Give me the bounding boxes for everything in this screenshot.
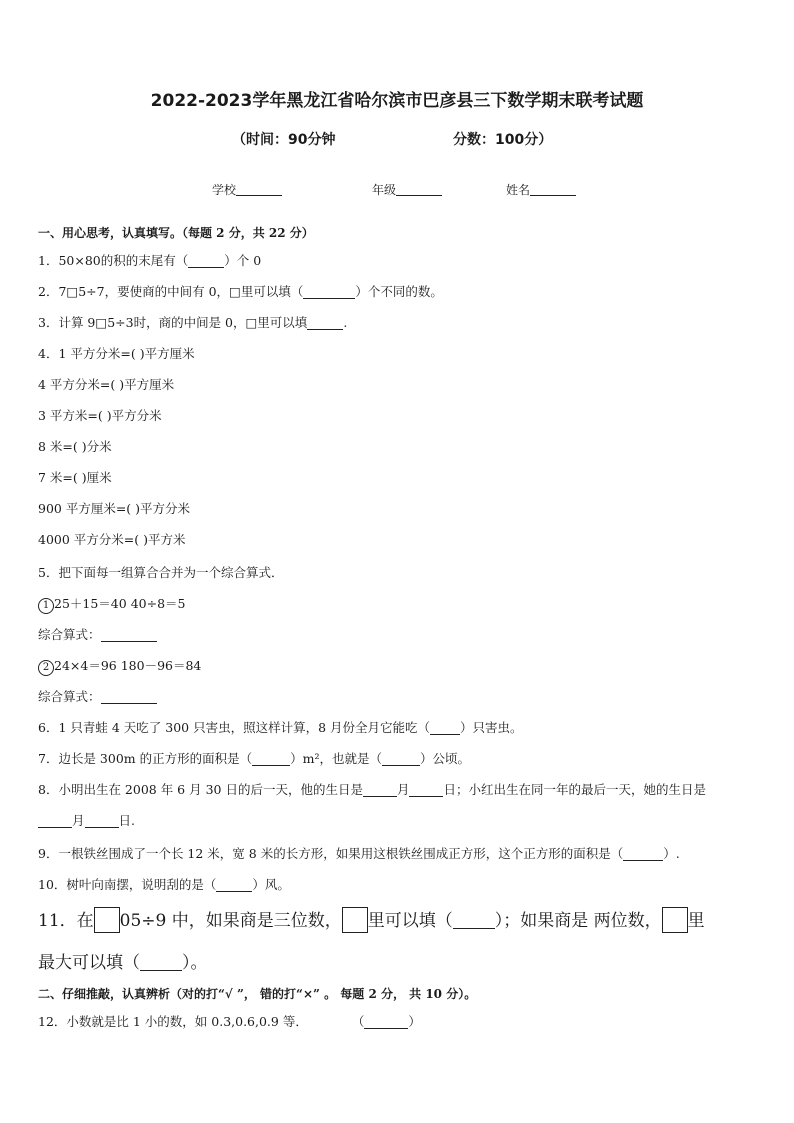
name-blank[interactable] — [530, 183, 576, 196]
answer-blank[interactable] — [101, 690, 157, 704]
digit-box[interactable] — [94, 907, 120, 933]
section-2-heading: 二、仔细推敲，认真辨析（对的打“√ ”， 错的打“×” 。 每题 2 分， 共 10 分）。 — [38, 987, 477, 1001]
answer-blank[interactable] — [303, 285, 355, 299]
page-title: 2022-2023学年黑龙江省哈尔滨市巴彦县三下数学期末联考试题 — [150, 91, 644, 111]
name-field[interactable]: 姓名 — [506, 181, 576, 198]
question-5-answer-1: 综合算式： — [38, 625, 157, 643]
question-11-cont: 最大可以填（ ）。 — [38, 953, 208, 973]
question-12: 12．小数就是比 1 小的数，如 0.3,0.6,0.9 等． （ ） — [38, 1014, 421, 1029]
question-5-group-2: 2 24×4＝96 180－96＝84 — [38, 656, 201, 676]
exam-time: （时间：90分钟 — [232, 132, 336, 148]
answer-blank[interactable] — [307, 316, 343, 330]
question-4-line-3: 3 平方米=( )平方分米 — [38, 408, 162, 423]
answer-blank[interactable] — [38, 814, 72, 828]
question-10: 10．树叶向南摆，说明刮的是（ ）风。 — [38, 877, 290, 892]
question-3: 3．计算 9□5÷3时，商的中间是 0，□里可以填 . — [38, 315, 348, 330]
answer-blank[interactable] — [216, 878, 252, 892]
answer-blank[interactable] — [623, 847, 663, 861]
question-9: 9．一根铁丝围成了一个长 12 米，宽 8 米的长方形，如果用这根铁丝围成正方形，这个正方形的面积是（ ）. — [38, 846, 680, 861]
grade-blank[interactable] — [396, 183, 442, 196]
question-5-title: 5．把下面每一组算合合并为一个综合算式． — [38, 565, 284, 580]
question-4-line-6: 900 平方厘米=( )平方分米 — [38, 501, 191, 516]
question-4-line-2: 4 平方分米=( )平方厘米 — [38, 377, 175, 392]
question-2: 2．7□5÷7，要使商的中间有 0，□里可以填（ ）个不同的数。 — [38, 284, 443, 299]
circled-number: 1 — [38, 598, 54, 614]
school-blank[interactable] — [236, 183, 282, 196]
question-6: 6．1 只青蛙 4 天吃了 300 只害虫，照这样计算，8 月份全月它能吃（ ）只害虫。 — [38, 720, 523, 735]
question-11: 11．在 05÷9 中，如果商是三位数， 里可以填（ ）；如果商是 两位数， 里 — [38, 906, 705, 933]
circled-number: 2 — [38, 660, 54, 676]
answer-blank[interactable] — [409, 783, 443, 797]
question-4-line-7: 4000 平方分米=( )平方米 — [38, 532, 186, 547]
answer-blank[interactable] — [363, 783, 397, 797]
answer-blank[interactable] — [382, 752, 420, 766]
digit-box[interactable] — [342, 907, 368, 933]
question-5-group-1: 1 25＋15＝40 40÷8＝5 — [38, 594, 185, 614]
answer-blank[interactable] — [252, 752, 290, 766]
answer-blank[interactable] — [85, 814, 119, 828]
question-7: 7．边长是 300m 的正方形的面积是（ ）m²，也就是（ ）公顷。 — [38, 751, 471, 766]
answer-blank[interactable] — [364, 1015, 408, 1029]
question-4-line-4: 8 米=( )分米 — [38, 439, 112, 454]
exam-score: 分数：100分） — [453, 132, 553, 148]
answer-blank[interactable] — [101, 628, 157, 642]
answer-blank[interactable] — [140, 957, 182, 971]
question-5-answer-2: 综合算式： — [38, 687, 157, 705]
answer-blank[interactable] — [430, 721, 460, 735]
question-8: 8．小明出生在 2008 年 6 月 30 日的后一天，他的生日是 月 日；小红出生在同一年的最后一天，她的生日是 — [38, 782, 706, 797]
section-1-heading: 一、用心思考，认真填写。（每题 2 分，共 22 分） — [38, 226, 314, 240]
question-8-cont: 月 日. — [38, 811, 135, 829]
grade-field[interactable]: 年级 — [372, 181, 442, 198]
question-4-line-5: 7 米=( )厘米 — [38, 470, 112, 485]
question-4-line-1: 4．1 平方分米=( )平方厘米 — [38, 346, 195, 361]
answer-blank[interactable] — [453, 915, 495, 929]
answer-blank[interactable] — [188, 254, 224, 268]
school-field[interactable]: 学校 — [212, 181, 282, 198]
digit-box[interactable] — [662, 907, 688, 933]
question-1: 1．50×80的积的末尾有（ ）个 0 — [38, 253, 262, 268]
